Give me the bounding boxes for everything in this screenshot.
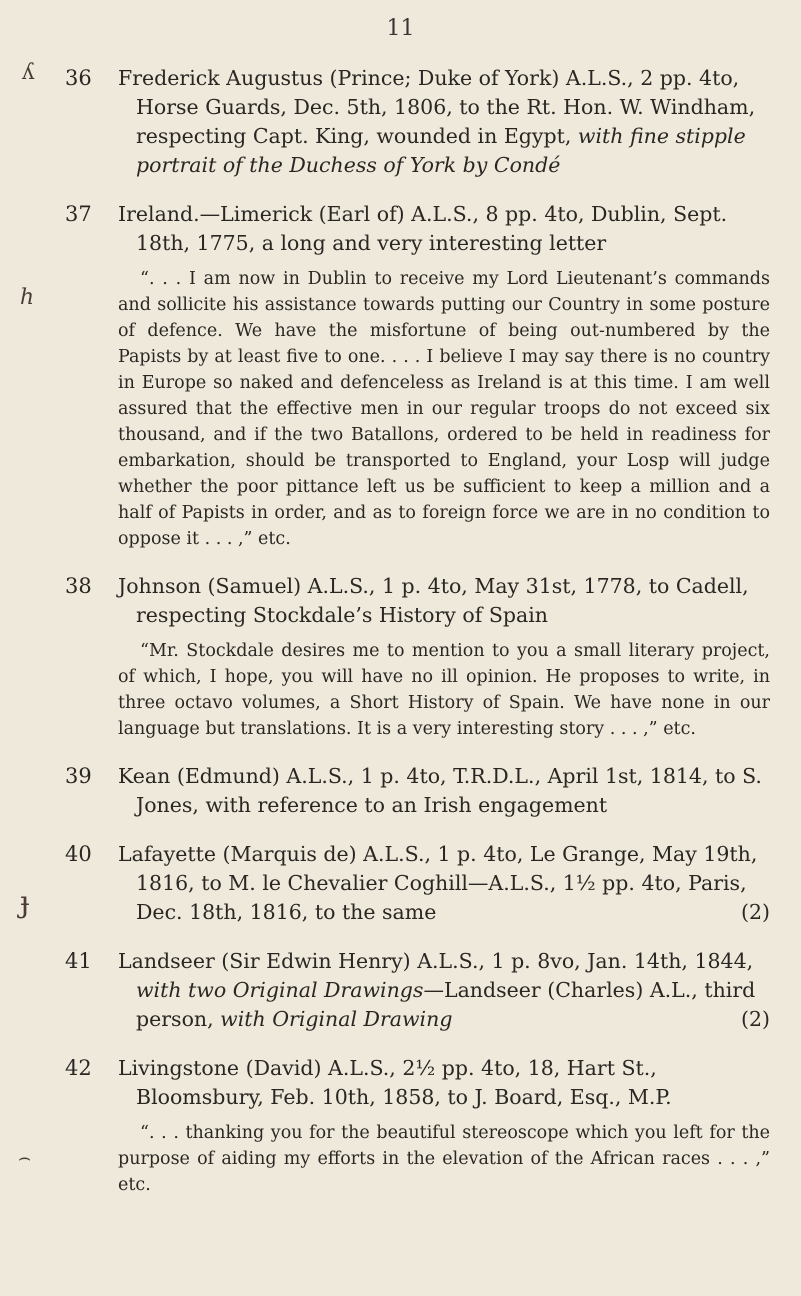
entry-description-tail: —Landseer (Charles) A.L., third person,: [136, 978, 756, 1031]
page-number: 11: [386, 16, 415, 41]
entry-description: [118, 64, 770, 180]
entry-description-italic-2: with Original Drawing: [220, 1007, 453, 1031]
entry-number: 37: [65, 202, 92, 226]
catalogue-entry: [65, 840, 770, 927]
entry-description-text: Lafayette (Marquis de) A.L.S., 1 p. 4to, Le Grange, May 19th, 1816, to M. le Chevalier Coghill—A.L.S., 1½ pp. 4to, Paris, Dec. 18th, 1816, to the same: [118, 842, 758, 924]
entry-number: 41: [65, 949, 92, 973]
entry-description-italic: with fine stipple portrait of the Duchess of York by Condé: [136, 124, 746, 177]
lot-quantity: (2): [740, 900, 770, 924]
entry-description: Livingstone (David) A.L.S., 2½ pp. 4to, 18, Hart St., Bloomsbury, Feb. 10th, 1858, to J. Board, Esq., M.P.: [118, 1056, 672, 1109]
entry-number: 38: [65, 574, 92, 598]
margin-handwritten-mark: ⌢: [18, 1145, 32, 1169]
entry-description: Kean (Edmund) A.L.S., 1 p. 4to, T.R.D.L., April 1st, 1814, to S. Jones, with reference to an Irish engagement: [118, 764, 762, 817]
catalogue-entries: [65, 64, 770, 1218]
catalogue-entry: [65, 947, 770, 1034]
margin-tick-mark: ʎ: [22, 60, 35, 85]
entry-quotation: “Mr. Stockdale desires me to mention to you a small literary project, of which, I hope, you will have no ill opinion. He proposes to write, in three octavo volumes, a Short History of Spain. We have none in our language but translations. It is a very interesting story . . . ,” etc.: [118, 641, 770, 739]
catalogue-entry: [65, 762, 770, 820]
lot-quantity: (2): [740, 1007, 770, 1031]
entry-quotation: “. . . I am now in Dublin to receive my Lord Lieutenant’s commands and sollicite his assistance towards putting our Country in some posture of defence. We have the misfortune of being out-numbered by the Papists by at least five to one. . . . I believe I may say there is no country in Europe so naked and defenceless as Ireland is at this time. I am well assured that the effective men in our regular troops do not exceed six thousand, and if the two Batallons, ordered to be held in readiness for embarkation, should be transported to England, your Losp will judge whether the poor pittance left us be sufficient to keep a million and a half of Papists in order, and as to foreign force we are in no condition to oppose it . . . ,” etc.: [118, 269, 770, 549]
entry-description: [118, 840, 770, 927]
entry-number: 40: [65, 842, 92, 866]
catalogue-entry: [65, 572, 770, 742]
entry-description-text: Frederick Augustus (Prince; Duke of York) A.L.S., 2 pp. 4to, Horse Guards, Dec. 5th, 1806, to the Rt. Hon. W. Windham, respecting Capt. King, wounded in Egypt,: [118, 66, 756, 148]
catalogue-entry: [65, 1054, 770, 1198]
entry-description: Ireland.—Limerick (Earl of) A.L.S., 8 pp. 4to, Dublin, Sept. 18th, 1775, a long and very interesting letter: [118, 202, 728, 255]
entry-number: 42: [65, 1056, 92, 1080]
entry-number: 39: [65, 764, 92, 788]
entry-description-text: Landseer (Sir Edwin Henry) A.L.S., 1 p. 8vo, Jan. 14th, 1844,: [118, 949, 754, 973]
catalogue-entry: [65, 64, 770, 180]
margin-handwritten-mark: ɟ: [20, 885, 30, 920]
margin-handwritten-mark: ℎ: [20, 285, 35, 310]
entry-description: Johnson (Samuel) A.L.S., 1 p. 4to, May 31st, 1778, to Cadell, respecting Stockdale’s History of Spain: [118, 574, 749, 627]
entry-quotation: “. . . thanking you for the beautiful stereoscope which you left for the purpose of aiding my efforts in the elevation of the African races . . . ,” etc.: [118, 1123, 770, 1195]
entry-number: 36: [65, 66, 92, 90]
entry-description-italic: with two Original Drawings: [136, 978, 424, 1002]
entry-description: [118, 947, 770, 1034]
catalogue-entry: [65, 200, 770, 552]
